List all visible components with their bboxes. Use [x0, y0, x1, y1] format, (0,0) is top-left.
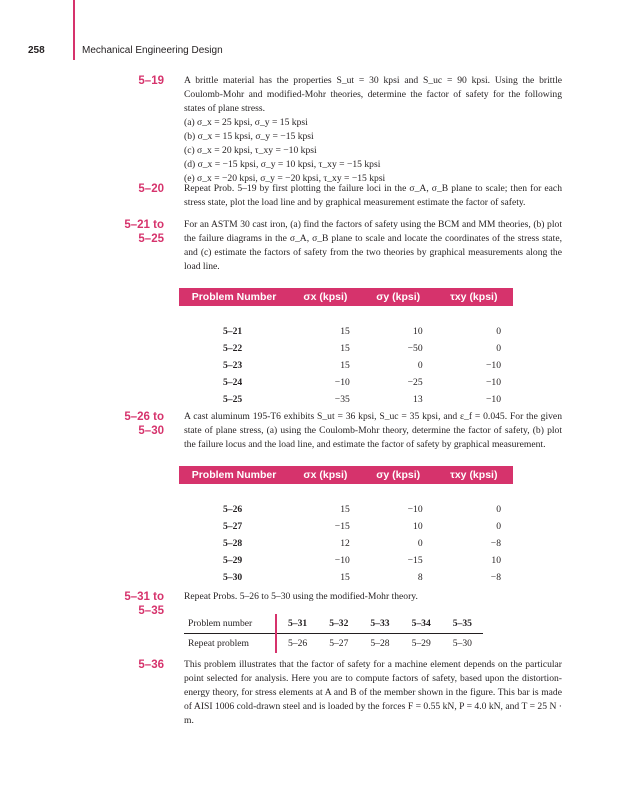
col-sigma-y: σy (kpsi) — [362, 466, 435, 484]
problem-number-line2: 5–30 — [138, 425, 164, 437]
problem-text: A brittle material has the properties S_ut = 30 kpsi and S_uc = 90 kpsi. Using the brittle Coulomb-Mohr and modified-Mohr theories, determine the factor of safety for the following states of plane stress. — [184, 75, 562, 114]
problem-number-line1: 5–31 to — [124, 591, 164, 603]
page-number: 258 — [28, 45, 45, 56]
problem-number-5-20: 5–20 — [138, 183, 164, 195]
col-sigma-x: σx (kpsi) — [289, 288, 362, 306]
table-row: 5–29 −10 −15 10 — [223, 554, 501, 566]
table-row: 5–24 −10 −25 −10 — [223, 376, 501, 388]
problem-number-5-19: 5–19 — [138, 75, 164, 87]
table-row: 5–27 −15 10 0 — [223, 520, 501, 532]
table-row: 5–26 15 −10 0 — [223, 503, 501, 515]
problem-text: A cast aluminum 195-T6 exhibits S_ut = 36 kpsi, S_uc = 35 kpsi, and ε_f = 0.045. For the given state of plane stress, (a) using the Coulomb-Mohr theory, determine the factor of safety, (b) plot the failure locus and the load line, and estimate the factor of safety by graphical measurement. — [184, 411, 562, 450]
col-problem-number: Problem Number — [179, 466, 289, 484]
col-sigma-y: σy (kpsi) — [362, 288, 435, 306]
running-head: Mechanical Engineering Design — [82, 45, 223, 56]
table-row: 5–28 12 0 −8 — [223, 537, 501, 549]
problem-number-5-31 — [54, 590, 164, 618]
problem-number-5-36: 5–36 — [138, 659, 164, 671]
problem-5-21-to-5-25 — [184, 218, 562, 274]
table-row: 5–21 15 10 0 — [223, 325, 501, 337]
problem-number-line2: 5–35 — [138, 605, 164, 617]
table-row: 5–23 15 0 −10 — [223, 359, 501, 371]
repeat-problem-table — [184, 614, 483, 653]
table-row: 5–22 15 −50 0 — [223, 342, 501, 354]
problem-5-31-to-5-35 — [184, 590, 562, 604]
case-d: (d) σ_x = −15 kpsi, σ_y = 10 kpsi, τ_xy = −15 kpsi — [184, 159, 381, 170]
problem-number-5-26 — [54, 410, 164, 438]
case-a: (a) σ_x = 25 kpsi, σ_y = 15 kpsi — [184, 117, 308, 128]
col-tau-xy: τxy (kpsi) — [435, 466, 513, 484]
table-header-row — [179, 288, 513, 306]
table-header-row — [179, 466, 513, 484]
problem-text: Repeat Probs. 5–26 to 5–30 using the modified-Mohr theory. — [184, 591, 418, 602]
table-row: Problem number 5–31 5–32 5–33 5–34 5–35 — [184, 614, 483, 634]
problem-5-20 — [184, 182, 562, 210]
problem-number-line1: 5–21 to — [124, 219, 164, 231]
table-row: Repeat problem 5–26 5–27 5–28 5–29 5–30 — [184, 634, 483, 654]
case-c: (c) σ_x = 20 kpsi, τ_xy = −10 kpsi — [184, 145, 317, 156]
case-e: (e) σ_x = −20 kpsi, σ_y = −20 kpsi, τ_xy = −15 kpsi — [184, 173, 386, 184]
problem-text: This problem illustrates that the factor of safety for a machine element depends on the particular point selected for analysis. Here you are to compute factors of safety, based upon the distortion-energy theory, for stress elements at A and B of the member shown in the figure. This bar is made of AISI 1006 cold-drawn steel and is loaded by the forces F = 0.55 kN, P = 4.0 kN, and T = 25 N · m. — [184, 659, 562, 726]
problem-number-line1: 5–26 to — [124, 411, 164, 423]
problem-number-line2: 5–25 — [138, 233, 164, 245]
case-list — [184, 116, 562, 186]
problem-5-26-to-5-30 — [184, 410, 562, 452]
col-tau-xy: τxy (kpsi) — [435, 288, 513, 306]
col-sigma-x: σx (kpsi) — [289, 466, 362, 484]
problem-5-36 — [184, 658, 562, 728]
header-rule — [73, 0, 75, 60]
col-problem-number: Problem Number — [179, 288, 289, 306]
problem-text: For an ASTM 30 cast iron, (a) find the factors of safety using the BCM and MM theories, (b) plot the failure diagrams in the σ_A, σ_B plane to scale and locate the coordinates of the stress state, and (c) estimate the factors of safety from the two theories by graphical measurements along the load line. — [184, 219, 562, 272]
table-row: 5–30 15 8 −8 — [223, 571, 501, 583]
table-row: 5–25 −35 13 −10 — [223, 393, 501, 405]
stress-table-1 — [179, 288, 513, 408]
problem-text: Repeat Prob. 5–19 by first plotting the failure loci in the σ_A, σ_B plane to scale; then for each stress state, plot the load line and by graphical measurement estimate the factor of safety. — [184, 183, 562, 208]
problem-5-19 — [184, 74, 562, 186]
stress-table-2 — [179, 466, 513, 586]
problem-number-5-21 — [54, 218, 164, 246]
case-b: (b) σ_x = 15 kpsi, σ_y = −15 kpsi — [184, 131, 314, 142]
